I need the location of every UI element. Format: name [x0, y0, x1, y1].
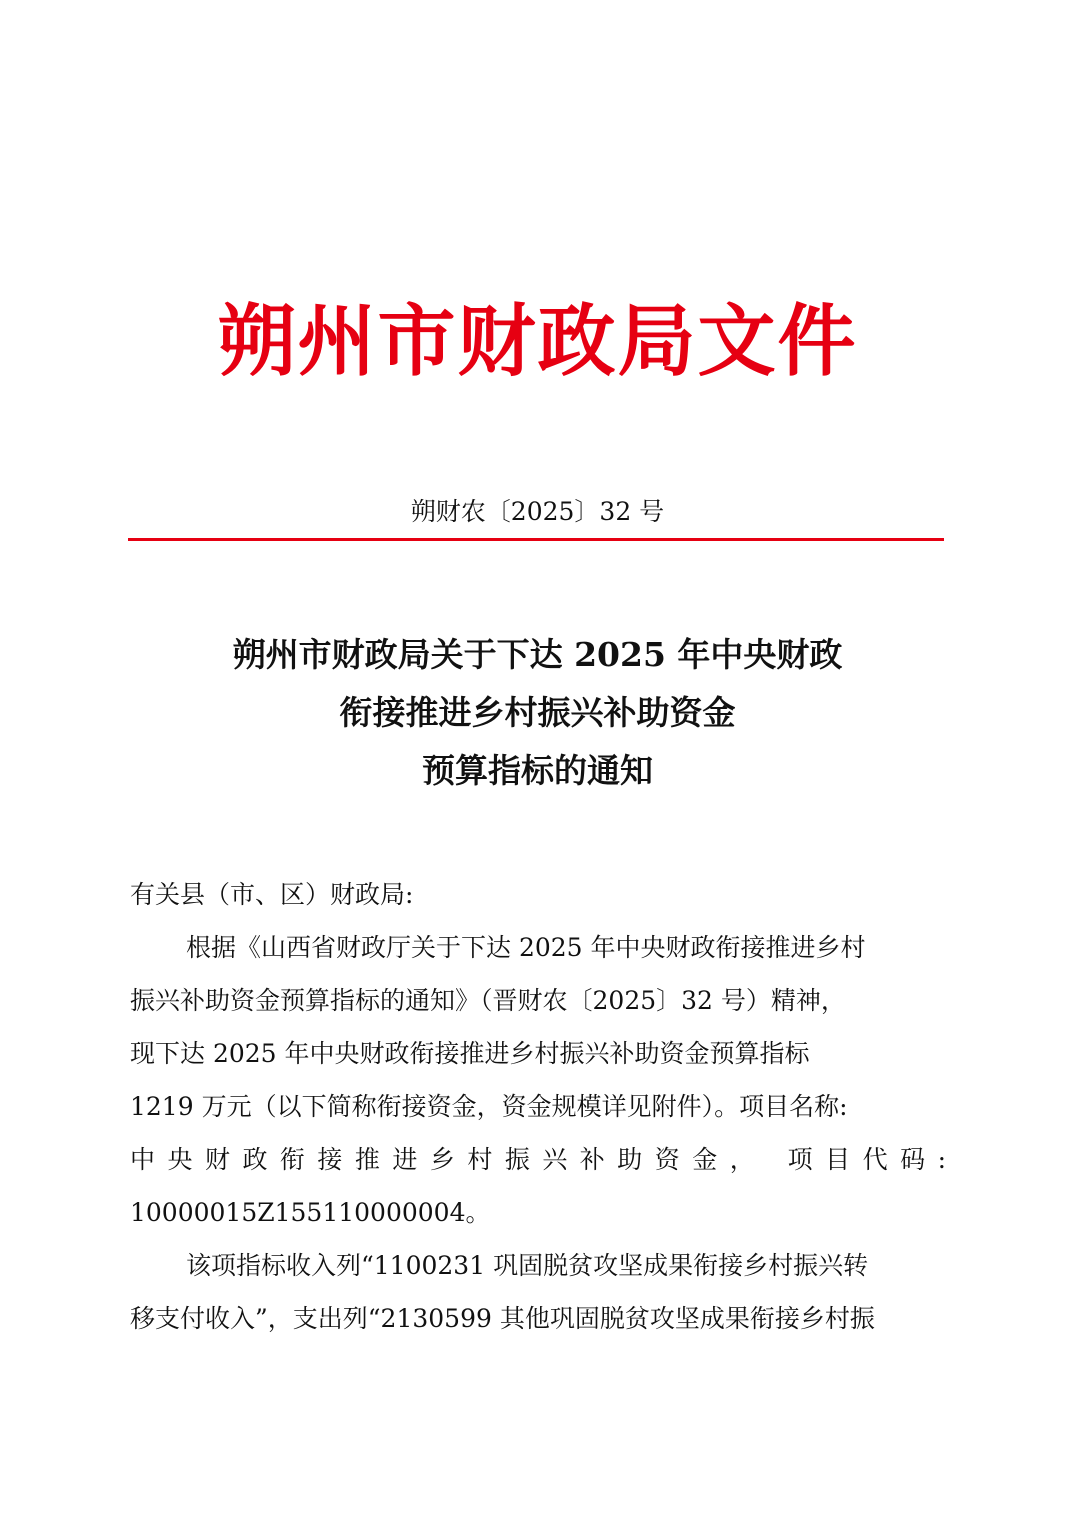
body-line-5: 中央财政衔接推进乡村振兴补助资金， 项目代码:: [130, 1145, 946, 1174]
notice-title-line-1: 朔州市财政局关于下达 2025 年中央财政: [232, 635, 843, 674]
notice-title: [0, 626, 1075, 800]
notice-title-line-2: 衔接推进乡村振兴补助资金: [339, 693, 736, 732]
notice-title-line-3: 预算指标的通知: [422, 751, 653, 790]
body-line-2: 振兴补助资金预算指标的通知》（晋财农〔2025〕32 号）精神，: [130, 986, 846, 1015]
notice-body: [130, 868, 946, 1345]
body-line-3: 现下达 2025 年中央财政衔接推进乡村振兴补助资金预算指标: [130, 1039, 810, 1068]
body-line-1: 根据《山西省财政厅关于下达 2025 年中央财政衔接推进乡村: [186, 933, 866, 962]
agency-title: 朔州市财政局文件: [217, 296, 858, 387]
body-line-8: 移支付收入”，支出列“2130599 其他巩固脱贫攻坚成果衔接乡村振: [130, 1304, 875, 1333]
body-line-6: 10000015Z155110000004。: [130, 1198, 491, 1227]
body-line-7: 该项指标收入列“1100231 巩固脱贫攻坚成果衔接乡村振兴转: [186, 1251, 869, 1280]
salutation: 有关县（市、区）财政局:: [130, 880, 414, 909]
body-line-4: 1219 万元（以下简称衔接资金，资金规模详见附件）。项目名称:: [130, 1092, 848, 1121]
document-number: 朔财农〔2025〕32 号: [410, 497, 665, 526]
red-divider: [128, 538, 944, 541]
